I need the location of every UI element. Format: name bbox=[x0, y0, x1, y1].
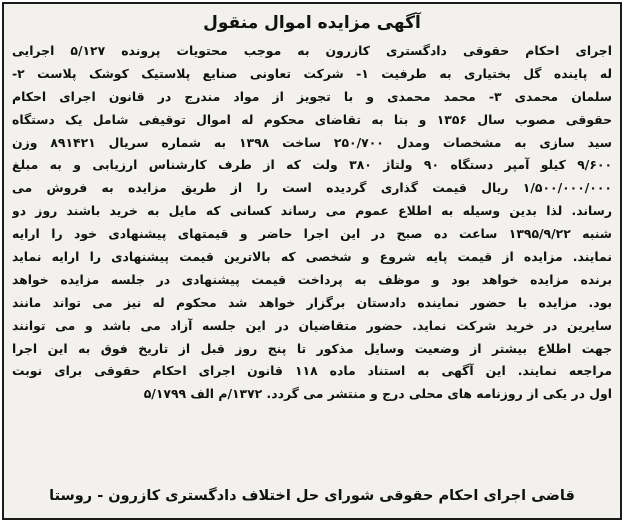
body-line: سایرین در خرید شرکت نماید. حضور متقاضیان در این جلسه آزاد می باشد و می توانند bbox=[12, 317, 612, 333]
notice-signature: قاضی اجرای احکام حقوقی شورای حل اختلاف دادگستری کازرون - روستا bbox=[49, 488, 575, 504]
body-line: نمایند. مزایده از قیمت پایه شروع و شخصی که بالاترین قیمت پیشنهادی را ارایه نماید bbox=[12, 249, 612, 265]
body-line: سلمان محمدی ۳- محمد محمدی و با تجویز از مواد مندرج در قانون اجرای احکام bbox=[12, 88, 612, 104]
body-line: برنده مزایده خواهد بود و موظف به پرداخت قیمت پیشنهادی در جلسه مزایده خواهد bbox=[12, 271, 612, 287]
body-line: سید سازی به مشخصات ومدل ۲۵۰/۷۰۰ ساخت ۱۳۹۸ به شماره سریال ۸۹۱۴۲۱ وزن bbox=[12, 134, 612, 150]
body-line: بود. مزایده با حضور نماینده دادستان برگزار خواهد شد محکوم له نیز می تواند مانند bbox=[12, 294, 612, 310]
body-line: ۹/۶۰۰ کیلو آمپر دستگاه ۹۰ ولتاژ ۳۸۰ ولت که از طرف کارشناس ارزیابی و به مبلغ bbox=[12, 157, 612, 173]
body-line: رساند. لذا بدین وسیله به اطلاع عموم می رساند کسانی که مایل به خرید باشند روز دو bbox=[12, 203, 612, 219]
body-line: جهت اطلاع بیشتر از وضعیت وسایل مذکور تا پنج روز قبل از تاریخ فوق به این اجرا bbox=[12, 340, 612, 356]
body-line: له پاینده گل بختیاری به طرفیت ۱- شرکت تعاونی صنایع پلاستیک کوشک پلاست ۲- bbox=[12, 65, 612, 81]
body-line: حقوقی مصوب سال ۱۳۵۶ و بنا به تقاضای محکوم له اموال توقیفی شامل یک دستگاه bbox=[12, 111, 612, 127]
body-line: مراجعه نمایند. این آگهی به استناد ماده ۱۱۸ قانون اجرای احکام حقوقی برای نوبت bbox=[12, 363, 612, 379]
body-line: اجرای احکام حقوقی دادگستری کازرون به موجب محتویات پرونده ۵/۱۲۷ اجرایی bbox=[12, 43, 612, 58]
notice-title: آگهی مزایده اموال منقول bbox=[203, 13, 421, 33]
notice-body bbox=[12, 40, 612, 406]
body-line: شنبه ۱۳۹۵/۹/۲۲ ساعت ده صبح در این اجرا حاضر و قیمتهای پیشنهادی خود را ارایه bbox=[12, 226, 612, 242]
body-line: اول در یکی از روزنامه های محلی درج و منتشر می گردد. ۱۳۷۲/م الف ۵/۱۷۹۹ bbox=[143, 386, 612, 402]
legal-notice bbox=[2, 2, 622, 520]
body-line: ۱/۵۰۰/۰۰۰/۰۰۰ ریال قیمت گذاری گردیده است را از طریق مزایده به فروش می bbox=[12, 180, 612, 196]
